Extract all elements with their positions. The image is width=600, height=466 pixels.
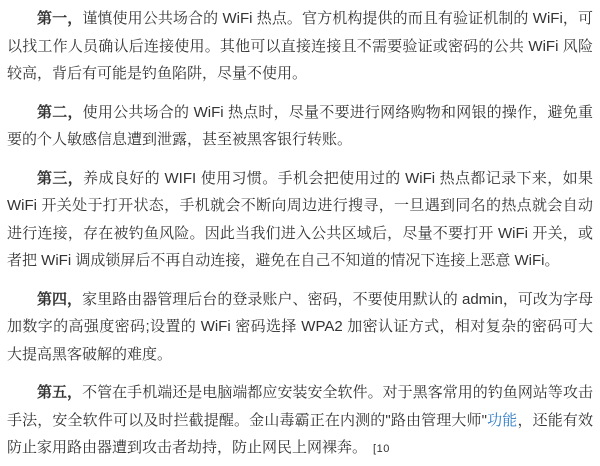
paragraph-text: 养成良好的 WIFI 使用习惯。手机会把使用过的 WiFi 热点都记录下来，如果 WiFi 开关处于打开状态，手机就会不断向周边进行搜寻，一旦遇到同名的热点就会自动进行连接，存在被钓鱼风险。因此当我们进入公共区域后，尽量不要打开 WiFi 开关，或者把 WiFi 调成锁屏后不再自动连接，避免在自己不知道的情况下连接上恶意 WiFi。 (7, 169, 593, 269)
paragraph-text: 谨慎使用公共场合的 WiFi 热点。官方机构提供的而且有验证机制的 WiFi，可以找工作人员确认后连接使用。其他可以直接连接且不需要验证或密码的公共 WiFi 风险较高，背后有可能是钓鱼陷阱，尽量不使用。 (7, 10, 593, 82)
paragraph-lead: 第五， (37, 384, 83, 401)
citation-ref: [10 (373, 443, 390, 455)
link-gongneng[interactable]: 功能 (487, 411, 518, 429)
paragraph-tip-3 (7, 165, 593, 275)
paragraph-tip-1 (7, 5, 593, 88)
paragraph-tip-5 (7, 379, 593, 464)
paragraph-text: 不管在手机端还是电脑端都应安装安全软件。对于黑客常用的钓鱼网站等攻击手法，安全软件可以及时拦截提醒。金山毒霸正在内测的"路由管理大师" (7, 384, 593, 429)
paragraph-text: ，还能有效防止家用路由器遭到攻击者劫持，防止网民上网裸奔。 (7, 411, 593, 456)
paragraph-lead: 第一， (37, 10, 83, 27)
paragraph-lead: 第三， (37, 169, 84, 187)
paragraph-tip-2 (7, 99, 593, 154)
paragraph-text: 使用公共场合的 WiFi 热点时，尽量不要进行网络购物和网银的操作，避免重要的个人敏感信息遭到泄露，甚至被黑客银行转账。 (7, 103, 593, 148)
paragraph-lead: 第四， (37, 290, 83, 308)
paragraph-text: 家里路由器管理后台的登录账户、密码，不要使用默认的 admin，可改为字母加数字的高强度密码;设置的 WiFi 密码选择 WPA2 加密认证方式，相对复杂的密码可大大提高黑客破解的难度。 (7, 290, 593, 363)
paragraph-tip-4 (7, 286, 593, 369)
paragraph-lead: 第二， (37, 103, 83, 121)
